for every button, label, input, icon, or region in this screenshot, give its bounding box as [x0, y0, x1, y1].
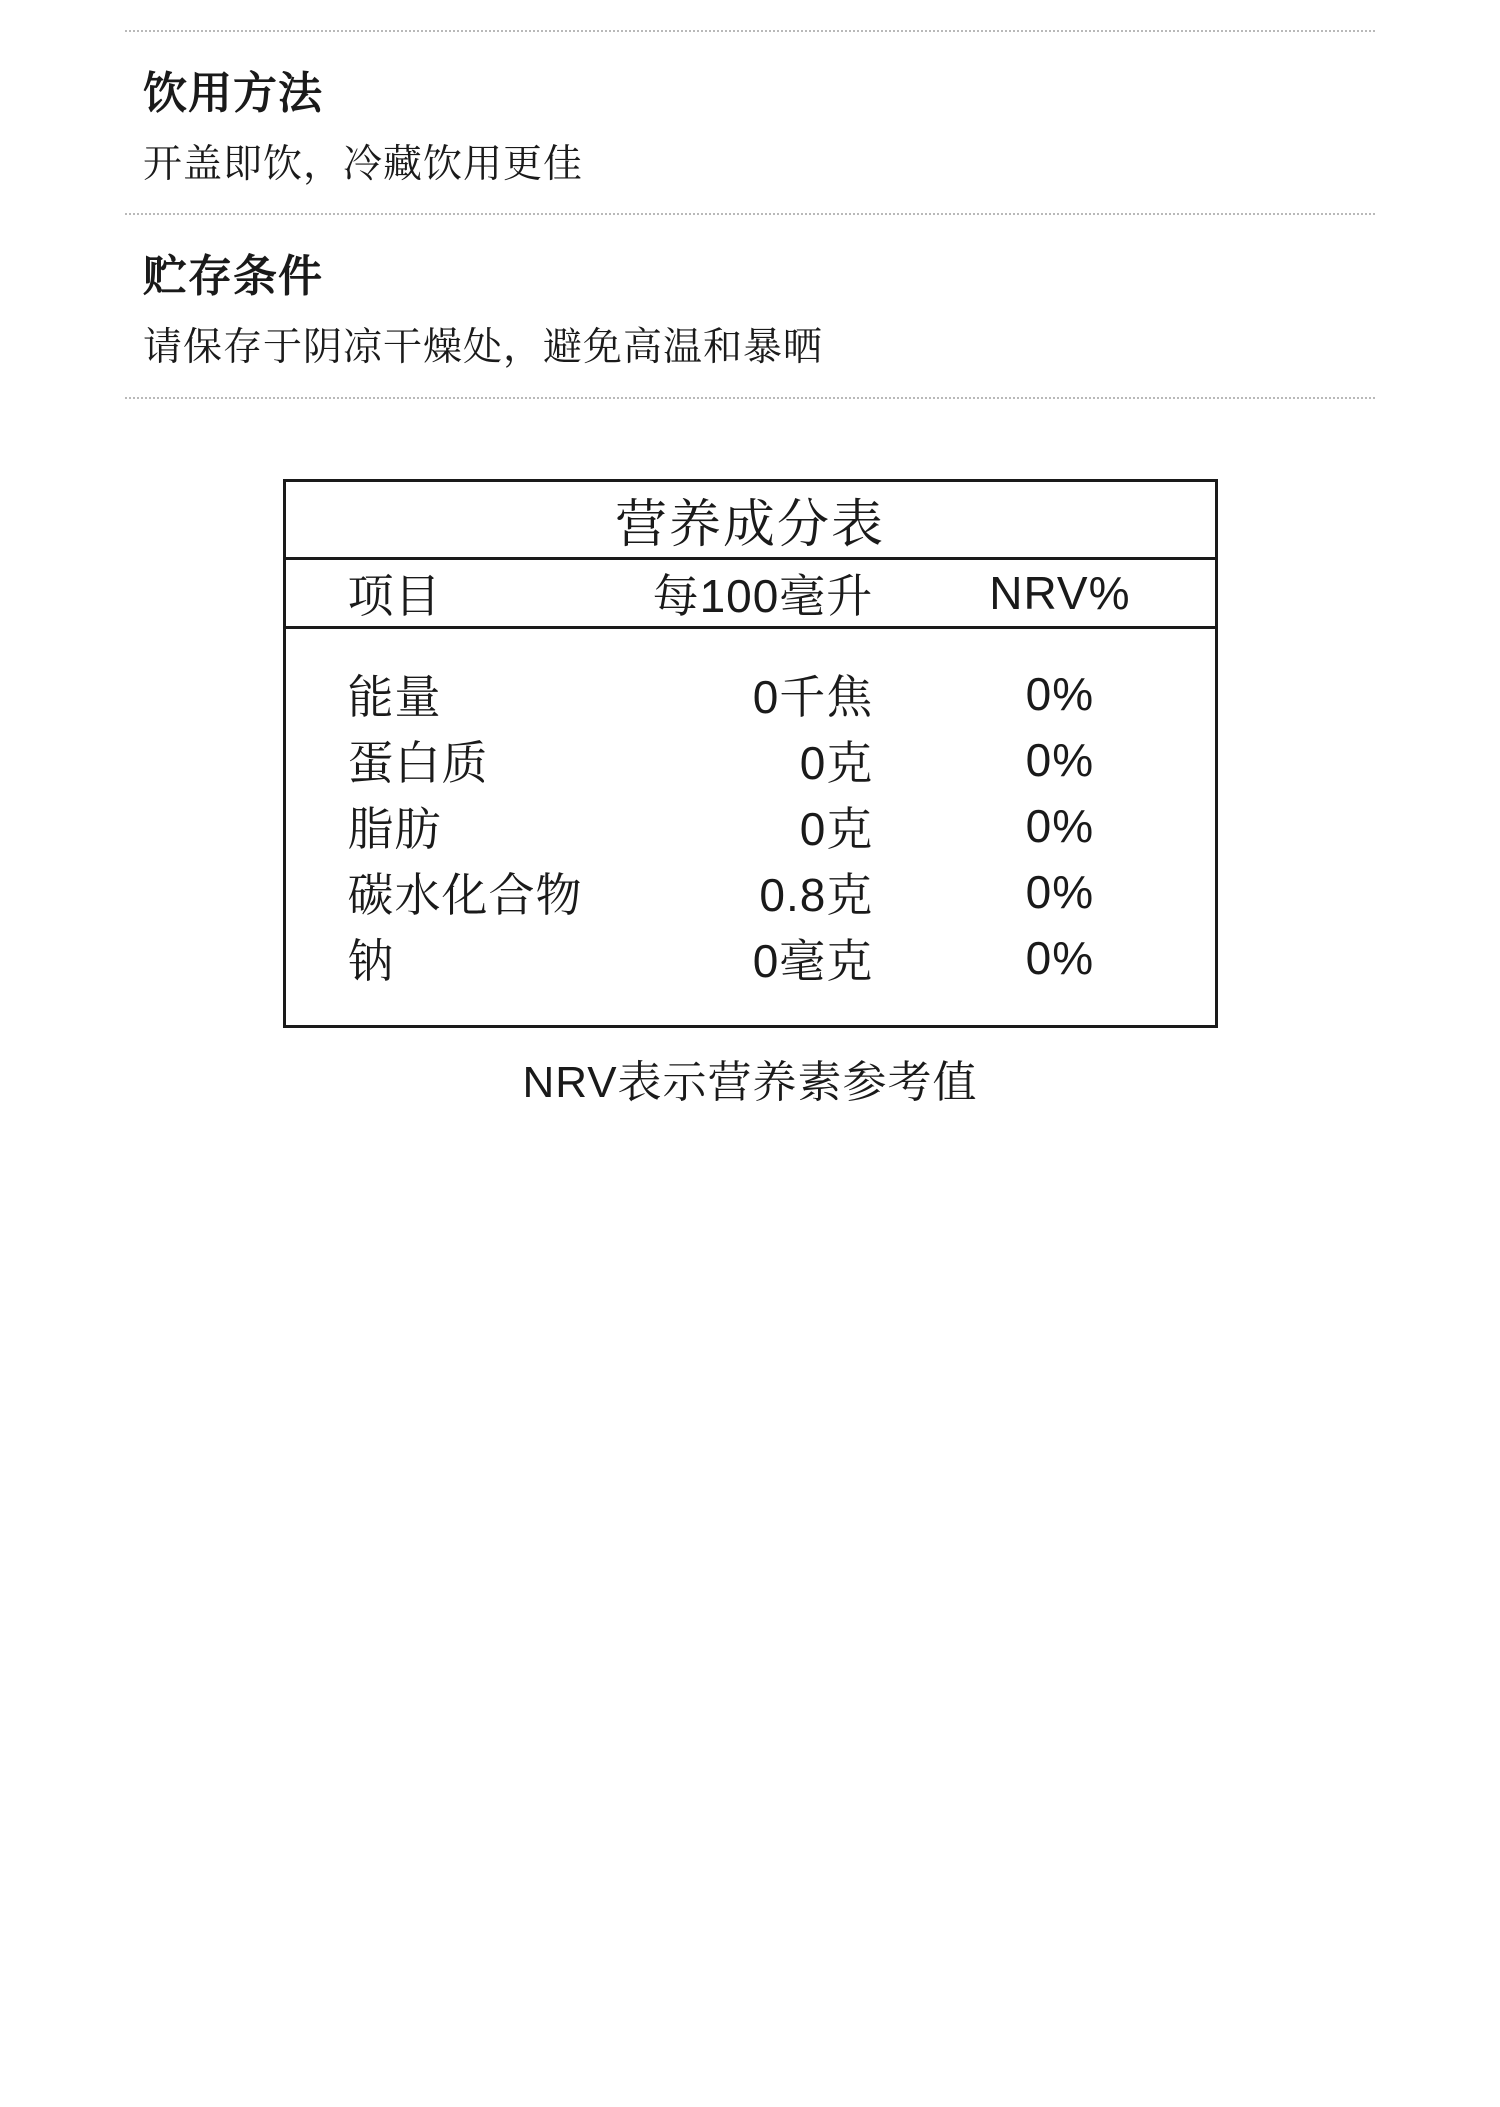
nutrition-facts-block [125, 479, 1375, 1110]
cell-value: 0毫克 [752, 934, 874, 987]
cell-nrv: 0% [1025, 733, 1095, 786]
cell-value: 0千焦 [752, 670, 874, 723]
section-title-drinking-method: 饮用方法 [143, 69, 323, 118]
header-per-100ml: 每100毫升 [595, 558, 906, 627]
table-row [284, 627, 1216, 727]
table-row [284, 793, 1216, 859]
section-text-drinking-method: 开盖即饮，冷藏饮用更佳 [143, 142, 584, 186]
table-row [284, 925, 1216, 1027]
section-drinking-method [125, 32, 1375, 213]
cell-nrv: 0% [1025, 799, 1095, 852]
nutrition-table-header-row [284, 558, 1216, 627]
cell-nrv: 0% [1025, 931, 1095, 984]
cell-value: 0.8克 [759, 868, 874, 921]
nutrition-table-title-row [284, 480, 1216, 558]
section-title-storage-condition: 贮存条件 [143, 252, 323, 302]
nutrition-table-title: 营养成分表 [284, 480, 1216, 558]
cell-value: 0克 [799, 802, 874, 855]
header-item: 项目 [284, 558, 595, 627]
cell-item: 脂肪 [347, 802, 442, 855]
header-nrv: NRV% [905, 558, 1216, 627]
section-storage-condition [125, 215, 1375, 396]
table-row [284, 859, 1216, 925]
product-info-page [0, 30, 1500, 2107]
cell-item: 蛋白质 [347, 736, 489, 789]
cell-item: 能量 [347, 670, 442, 723]
nutrition-table [283, 479, 1218, 1028]
divider-bottom [125, 397, 1375, 399]
section-text-storage-condition: 请保存于阴凉干燥处，避免高温和暴晒 [143, 326, 824, 370]
cell-item: 碳水化合物 [347, 868, 583, 921]
cell-item: 钠 [347, 934, 395, 987]
cell-value: 0克 [799, 736, 874, 789]
cell-nrv: 0% [1025, 667, 1095, 720]
nutrition-footnote: NRV表示营养素参考值 [522, 1057, 978, 1107]
table-row [284, 727, 1216, 793]
cell-nrv: 0% [1025, 865, 1095, 918]
nutrition-table-body [284, 627, 1216, 1026]
